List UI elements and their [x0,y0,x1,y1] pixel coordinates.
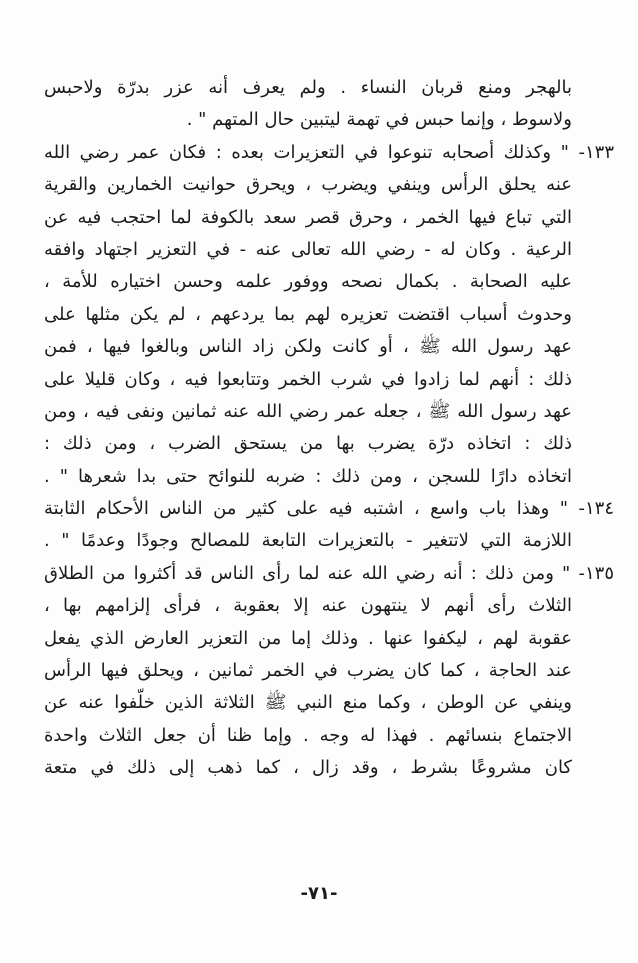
numbered-paragraph-start: ١٣٣- " وكذلك أصحابه تنوعوا في التعزيرات بعده : فكان عمر رضي الله [44,141,614,163]
text-line: الرعية . وكان له - رضي الله تعالى عنه - في التعزير اجتهاد وافقه [44,238,572,260]
text-line: عند الحاجة ، كما كان يضرب في الخمر ثمانين ، ويحلق فيها الرأس [44,660,572,682]
text-line: عهد رسول الله ﷺ ، جعله عمر رضي الله عنه ثمانين ونفى فيه ، ومن [44,400,572,422]
text-line: ذلك : اتخاذه درّة يضرب بها من يستحق الضرب ، ومن ذلك : [44,433,572,455]
text-line: وحدوث أسباب اقتضت تعزيره لهم بما يردعهم ، لم يكن مثلها على [44,303,572,325]
text-line: الاجتماع بنسائهم . فهذا له وجه . وإما ظنا أن جعل الثلاث واحدة [44,724,572,746]
text-line: التي تباع فيها الخمر ، وحرق قصر سعد بالكوفة لما احتجب فيه عن [44,206,572,228]
text-line: ذلك : أنهم لما زادوا في شرب الخمر وتتابعوا فيه ، وكان قليلا على [44,368,572,390]
text-line: اللازمة التي لاتتغير - بالتعزيرات التابعة للمصالح وجودًا وعدمًا " . [44,530,572,552]
text-line: عنه يحلق الرأس وينفي ويضرب ، ويحرق حوانيت الخمارين والقرية [44,174,572,196]
text-line: الثلاث رأى أنهم لا ينتهون عنه إلا بعقوبة ، فرأى إلزامهم بها ، [44,595,572,617]
text-line: وينفي عن الوطن ، وكما منع النبي ﷺ الثلاثة الذين خلّفوا عنه عن [44,692,572,714]
page-number: -٧١- [300,883,338,904]
text-line: ولاسوط ، وإنما حبس في تهمة ليتبين حال المتهم " . [186,109,572,131]
text-line: عهد رسول الله ﷺ ، أو كانت ولكن زاد الناس وبالغوا فيها ، فمن [44,336,572,358]
numbered-paragraph-start: ١٣٤- " وهذا باب واسع ، اشتبه فيه على كثير من الناس الأحكام الثابتة [44,498,614,520]
arabic-text-block [44,72,614,785]
text-line: عليه الصحابة . بكمال نصحه ووفور علمه وحسن اختياره للأمة ، [44,271,572,293]
text-line: بالهجر ومنع قربان النساء . ولم يعرف أنه عزر بدرّة ولاحبس [44,77,572,98]
numbered-paragraph-start: ١٣٥- " ومن ذلك : أنه رضي الله عنه لما رأى الناس قد أكثروا من الطلاق [44,562,614,584]
text-line: عقوبة لهم ، ليكفوا عنها . وذلك إما من التعزير العارض الذي يفعل [44,627,572,649]
text-line: كان مشروعًا بشرط ، وقد زال ، كما ذهب إلى ذلك في متعة [44,757,572,779]
text-line: اتخاذه دارًا للسجن ، ومن ذلك : ضربه للنوائح حتى بدا شعرها " . [44,465,572,487]
